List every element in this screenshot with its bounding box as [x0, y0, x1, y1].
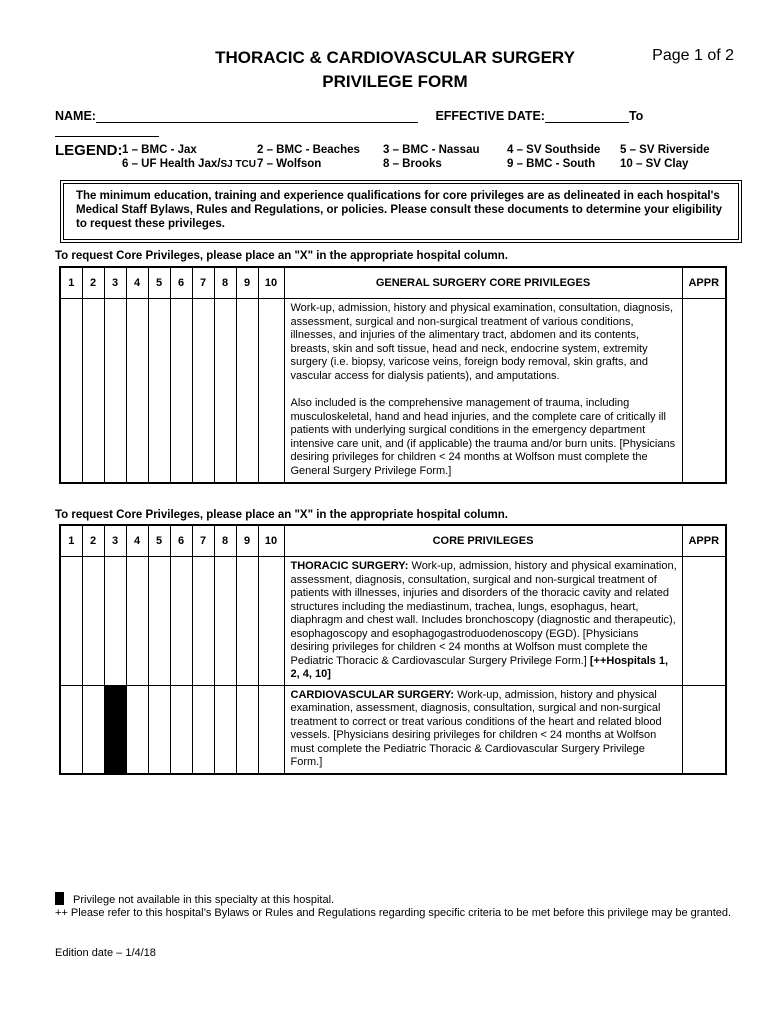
to-label: To	[628, 109, 644, 123]
col-header-6: 6	[170, 267, 192, 299]
appr-header: APPR	[682, 267, 726, 299]
checkbox-hospital-10[interactable]	[258, 557, 284, 686]
checkbox-hospital-7[interactable]	[192, 557, 214, 686]
thoracic-surgery-body: Work-up, admission, history and physical examination, assessment, diagnosis, consultation, surgical and non-surgical treatment of patients with illnesses, injuries and disorders of the thoracic cavity and related structures including the mediastinum, trachea, lungs, esophagus, heart, diaphragm and chest wall. Includes bronchoscopy (diagnostic and therapeutic), esophagoscopy and esophagogastroduodenoscopy (EGD). [Physicians desiring privileges for children < 24 months at Wolfson must complete the Pediatric Thoracic & Cardiovascular Surgery Privilege Form.]	[290, 560, 677, 667]
legend-item-7: 7 – Wolfson	[257, 158, 322, 170]
checkbox-hospital-2[interactable]	[82, 557, 104, 686]
col-header-10: 10	[258, 267, 284, 299]
title-line-1: THORACIC & CARDIOVASCULAR SURGERY	[215, 48, 575, 67]
footer-note-1-text: Privilege not available in this specialty at this hospital.	[73, 894, 335, 906]
cardiovascular-surgery-description	[284, 685, 682, 774]
checkbox-hospital-8[interactable]	[214, 557, 236, 686]
cardiovascular-row	[60, 685, 726, 774]
col-header-4: 4	[126, 267, 148, 299]
footer-note-2	[55, 906, 735, 920]
checkbox-hospital-6[interactable]	[170, 299, 192, 483]
page-number: Page 1 of 2	[652, 47, 734, 64]
col-header-7: 7	[192, 525, 214, 557]
legend-label: LEGEND:	[55, 142, 123, 159]
legend-item-9: 9 – BMC - South	[507, 158, 596, 170]
effective-date-label: EFFECTIVE DATE:	[435, 109, 545, 123]
thoracic-surgery-description	[284, 557, 682, 686]
eligibility-notice	[63, 183, 739, 240]
legend-item-8: 8 – Brooks	[383, 158, 442, 170]
footer-note-2-mark: ++	[55, 907, 68, 919]
checkbox-hospital-5[interactable]	[148, 557, 170, 686]
checkbox-hospital-3[interactable]	[104, 299, 126, 483]
appr-cell[interactable]	[682, 299, 726, 483]
checkbox-hospital-9[interactable]	[236, 299, 258, 483]
checkbox-hospital-1[interactable]	[60, 685, 82, 774]
legend-item-5: 5 – SV Riverside	[620, 144, 710, 156]
unavailable-square-icon	[55, 892, 64, 905]
checkbox-hospital-8[interactable]	[214, 299, 236, 483]
col-header-5: 5	[148, 525, 170, 557]
legend-item-3: 3 – BMC - Nassau	[383, 144, 480, 156]
instruction-2: To request Core Privileges, please place an "X" in the appropriate hospital column.	[55, 509, 508, 521]
to-date-field[interactable]	[55, 124, 159, 137]
checkbox-hospital-4[interactable]	[126, 299, 148, 483]
legend-item-2: 2 – BMC - Beaches	[257, 144, 360, 156]
name-field[interactable]	[96, 110, 418, 123]
general-surgery-description	[284, 299, 682, 483]
col-header-2: 2	[82, 525, 104, 557]
checkbox-hospital-2[interactable]	[82, 685, 104, 774]
legend-item-6-suffix: SJ TCU	[220, 159, 256, 170]
legend-item-1: 1 – BMC - Jax	[122, 144, 197, 156]
appr-header: APPR	[682, 525, 726, 557]
col-header-10: 10	[258, 525, 284, 557]
appr-cell[interactable]	[682, 557, 726, 686]
checkbox-hospital-5[interactable]	[148, 685, 170, 774]
name-label: NAME:	[55, 109, 96, 123]
core-privileges-table	[59, 524, 727, 775]
table-row	[60, 299, 726, 483]
thoracic-row	[60, 557, 726, 686]
title-line-2: PRIVILEGE FORM	[322, 72, 468, 91]
checkbox-hospital-7[interactable]	[192, 299, 214, 483]
legend-item-6	[122, 158, 256, 170]
general-surgery-header: GENERAL SURGERY CORE PRIVILEGES	[284, 267, 682, 299]
checkbox-hospital-10[interactable]	[258, 299, 284, 483]
col-header-5: 5	[148, 267, 170, 299]
col-header-8: 8	[214, 525, 236, 557]
legend-item-6-text: 6 – UF Health Jax/	[122, 158, 221, 170]
col-header-3: 3	[104, 525, 126, 557]
col-header-8: 8	[214, 267, 236, 299]
col-header-9: 9	[236, 267, 258, 299]
col-header-1: 1	[60, 267, 82, 299]
checkbox-hospital-4[interactable]	[126, 685, 148, 774]
legend-item-10: 10 – SV Clay	[620, 158, 689, 170]
instruction-1: To request Core Privileges, please place an "X" in the appropriate hospital column.	[55, 250, 508, 262]
unavailable-cell	[104, 685, 126, 774]
form-title	[175, 48, 615, 92]
col-header-6: 6	[170, 525, 192, 557]
checkbox-hospital-6[interactable]	[170, 685, 192, 774]
cardiovascular-surgery-body: Work-up, admission, history and physical examination, assessment, diagnosis, consultation, surgical and non-surgical treatment to correct or treat various conditions of the heart and related blood vessels. [Physicians desiring privileges for children < 24 months at Wolfson must complete the Pediatric Thoracic & Cardiovascular Surgery Privilege Form.]	[290, 688, 662, 768]
col-header-3: 3	[104, 267, 126, 299]
footer-note-2-text: Please refer to this hospital’s Bylaws or Rules and Regulations regarding specific criteria to be met before this privilege may be granted.	[67, 907, 732, 919]
effective-date-field[interactable]	[545, 110, 629, 123]
checkbox-hospital-2[interactable]	[82, 299, 104, 483]
table-header-row	[60, 267, 726, 299]
checkbox-hospital-8[interactable]	[214, 685, 236, 774]
col-header-4: 4	[126, 525, 148, 557]
checkbox-hospital-1[interactable]	[60, 557, 82, 686]
general-surgery-para-1: Work-up, admission, history and physical examination, consultation, diagnosis, assessment, surgical and non-surgical treatment of various conditions, illnesses, and injuries of the alimentary tract, abdomen and its contents, breasts, skin and soft tissue, head and neck, endocrine system, extremity surgery (i.e. biopsy, varicose veins, foreign body removal, skin grafts, and vascular access for dialysis patients), and amputations.	[290, 302, 674, 382]
checkbox-hospital-9[interactable]	[236, 685, 258, 774]
checkbox-hospital-6[interactable]	[170, 557, 192, 686]
col-header-7: 7	[192, 267, 214, 299]
name-date-row	[55, 109, 745, 137]
checkbox-hospital-9[interactable]	[236, 557, 258, 686]
appr-cell[interactable]	[682, 685, 726, 774]
col-header-9: 9	[236, 525, 258, 557]
checkbox-hospital-3[interactable]	[104, 557, 126, 686]
edition-date: Edition date – 1/4/18	[55, 947, 156, 959]
general-surgery-table	[59, 266, 727, 484]
checkbox-hospital-1[interactable]	[60, 299, 82, 483]
checkbox-hospital-4[interactable]	[126, 557, 148, 686]
legend-item-4: 4 – SV Southside	[507, 144, 601, 156]
general-surgery-para-2: Also included is the comprehensive management of trauma, including musculoskeletal, hand and head injuries, and the complete care of critically ill patients with underlying surgical conditions in the emergency department intensive care unit, and (if applicable) the trauma and/or burn units. [Physicians desiring privileges for children < 24 months at Wolfson must complete the General Surgery Privilege Form.]	[290, 397, 676, 477]
checkbox-hospital-7[interactable]	[192, 685, 214, 774]
table-header-row	[60, 525, 726, 557]
thoracic-surgery-title: THORACIC SURGERY:	[290, 560, 409, 572]
col-header-2: 2	[82, 267, 104, 299]
core-privileges-header: CORE PRIVILEGES	[284, 525, 682, 557]
footer-note-1	[55, 892, 745, 907]
cardiovascular-surgery-title: CARDIOVASCULAR SURGERY:	[290, 688, 455, 701]
checkbox-hospital-10[interactable]	[258, 685, 284, 774]
col-header-1: 1	[60, 525, 82, 557]
notice-text: The minimum education, training and experience qualifications for core privileges are as delineated in each hospital's Medical Staff Bylaws, Rules and Regulations, or policies. Please consult these documents to determine your eligibility to request these privileges.	[76, 190, 723, 230]
checkbox-hospital-5[interactable]	[148, 299, 170, 483]
thoracic-hospitals-note: [++Hospitals 1, 2, 4, 10]	[290, 654, 669, 680]
